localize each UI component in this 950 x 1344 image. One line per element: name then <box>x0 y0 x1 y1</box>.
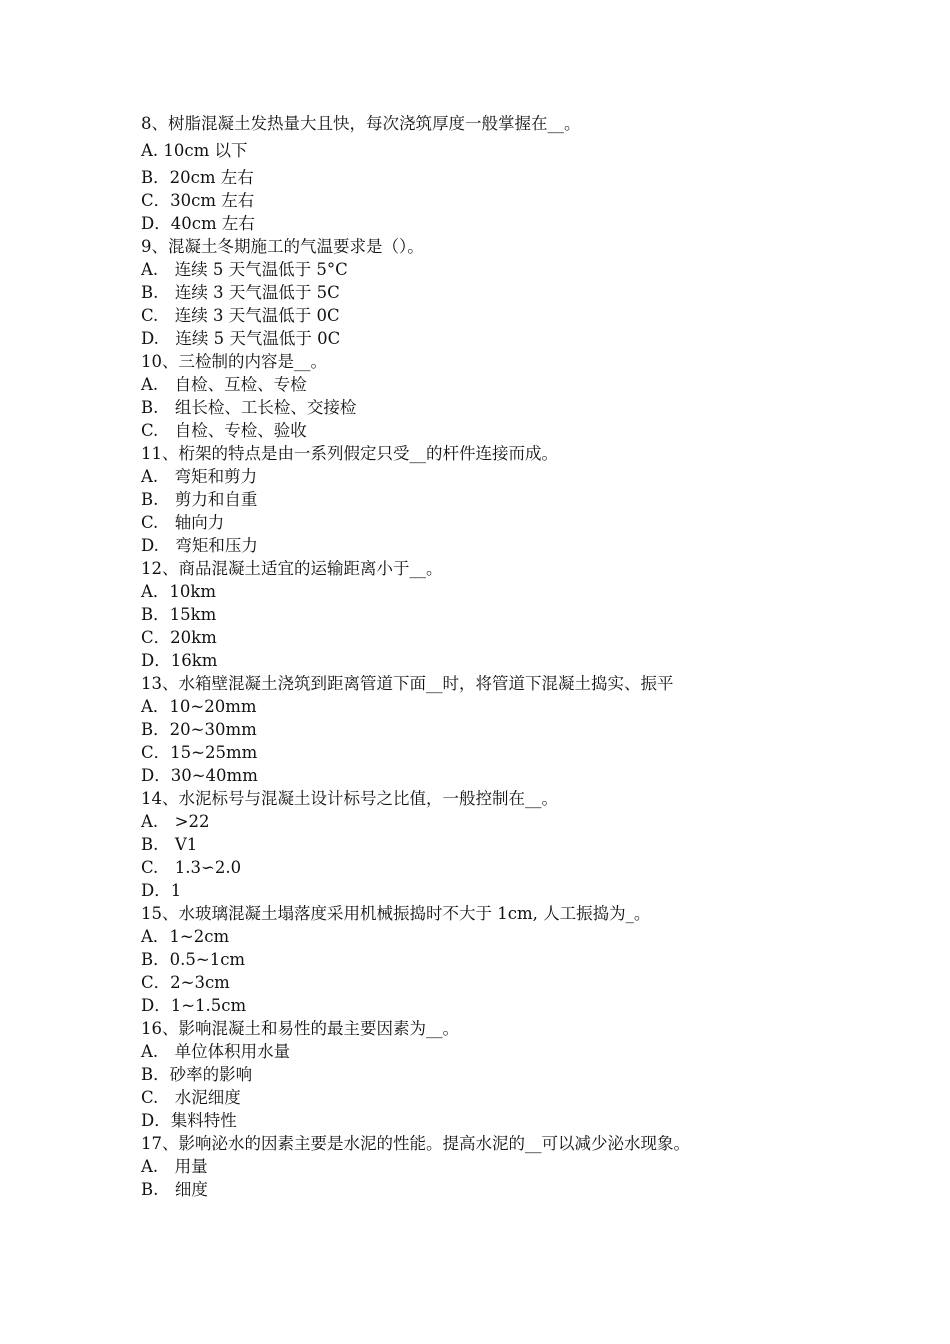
option-17-a: A. 用量 <box>141 1157 208 1176</box>
option-15-d: D．1~1.5cm <box>141 996 247 1015</box>
question-list <box>141 112 841 1201</box>
option-14-a: A. >22 <box>141 812 210 831</box>
option-13-b: B．20~30mm <box>141 720 257 739</box>
question-15: 15、水玻璃混凝土塌落度采用机械振捣时不大于 1cm, 人工振捣为_。 <box>141 904 651 923</box>
question-14: 14、水泥标号与混凝土设计标号之比值，一般控制在__。 <box>141 789 558 808</box>
option-14-c: C. 1.3∽2.0 <box>141 858 242 877</box>
question-8: 8、树脂混凝土发热量大且快，每次浇筑厚度一般掌握在__。 <box>141 114 581 133</box>
question-11: 11、桁架的特点是由一系列假定只受__的杆件连接而成。 <box>141 444 558 463</box>
option-16-a: A. 单位体积用水量 <box>141 1042 291 1061</box>
option-8-b: B．20cm 左右 <box>141 168 254 187</box>
option-11-c: C. 轴向力 <box>141 513 225 532</box>
option-10-b: B. 组长检、工长检、交接检 <box>141 398 357 417</box>
option-12-a: A．10km <box>141 582 217 601</box>
question-12: 12、商品混凝土适宜的运输距离小于__。 <box>141 559 443 578</box>
option-16-c: C. 水泥细度 <box>141 1088 241 1107</box>
question-17: 17、影响泌水的因素主要是水泥的性能。提高水泥的__可以减少泌水现象。 <box>141 1134 690 1153</box>
question-10: 10、三检制的内容是__。 <box>141 352 327 371</box>
option-11-b: B. 剪力和自重 <box>141 490 258 509</box>
option-10-c: C. 自检、专检、验收 <box>141 421 307 440</box>
option-13-d: D．30~40mm <box>141 766 258 785</box>
option-8-d: D．40cm 左右 <box>141 214 255 233</box>
question-16: 16、影响混凝土和易性的最主要因素为__。 <box>141 1019 459 1038</box>
question-9: 9、混凝土冬期施工的气温要求是（）。 <box>141 237 424 256</box>
option-8-a: A. 10cm 以下 <box>141 141 248 160</box>
option-12-d: D．16km <box>141 651 218 670</box>
option-12-c: C．20km <box>141 628 217 647</box>
option-16-d: D．集料特性 <box>141 1111 237 1130</box>
option-14-b: B. V1 <box>141 835 198 854</box>
option-13-c: C．15~25mm <box>141 743 258 762</box>
option-11-a: A. 弯矩和剪力 <box>141 467 258 486</box>
option-10-a: A. 自检、互检、专检 <box>141 375 307 394</box>
option-13-a: A．10~20mm <box>141 697 257 716</box>
option-9-a: A. 连续 5 天气温低于 5°C <box>141 260 348 279</box>
option-14-d: D．1 <box>141 881 182 900</box>
option-9-d: D. 连续 5 天气温低于 0C <box>141 329 341 348</box>
option-17-b: B. 细度 <box>141 1180 208 1199</box>
option-8-c: C．30cm 左右 <box>141 191 255 210</box>
question-13: 13、水箱壁混凝土浇筑到距离管道下面__时，将管道下混凝土捣实、振平 <box>141 674 674 693</box>
option-12-b: B．15km <box>141 605 217 624</box>
option-11-d: D. 弯矩和压力 <box>141 536 258 555</box>
option-9-c: C. 连续 3 天气温低于 0C <box>141 306 340 325</box>
option-15-a: A．1~2cm <box>141 927 230 946</box>
option-15-c: C．2~3cm <box>141 973 230 992</box>
option-15-b: B．0.5~1cm <box>141 950 246 969</box>
option-9-b: B. 连续 3 天气温低于 5C <box>141 283 340 302</box>
option-16-b: B．砂率的影响 <box>141 1065 253 1084</box>
